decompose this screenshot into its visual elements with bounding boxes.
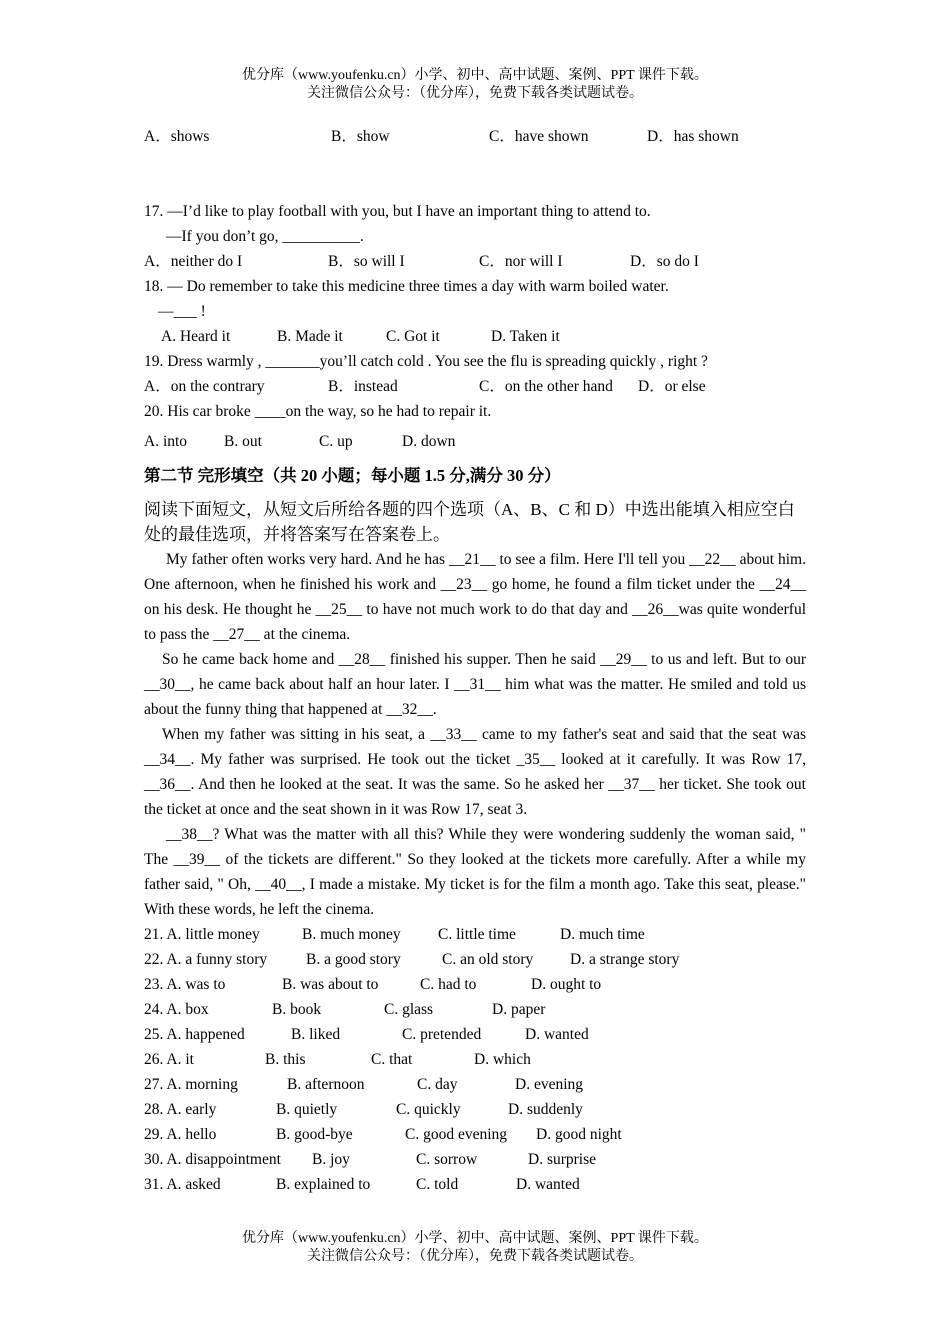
option-25-c: C. pretended (402, 1026, 482, 1043)
q17-option-c: C．nor will I (479, 253, 563, 270)
option-31-b: B. explained to (276, 1176, 371, 1193)
section-instruction: 阅读下面短文，从短文后所给各题的四个选项（A、B、C 和 D）中选出能填入相应空白处的最佳选项，并将答案写在答案卷上。 (144, 500, 795, 544)
q17-reply: —If you don’t go, __________. (166, 228, 364, 245)
header-line-1: 优分库（www.youfenku.cn）小学、初中、高中试题、案例、PPT 课件下载。 (242, 68, 708, 83)
option-row-29 (144, 1122, 806, 1147)
q16-option-c: C．have shown (489, 128, 589, 145)
option-row-24 (144, 997, 806, 1022)
option-28-d: D. suddenly (508, 1101, 583, 1118)
option-30-c: C. sorrow (416, 1151, 478, 1168)
q18-stem: 18. — Do remember to take this medicine three times a day with warm boiled water. (144, 278, 669, 295)
option-row-22 (144, 947, 806, 972)
q20-option-b: B. out (224, 433, 262, 450)
option-25-d: D. wanted (525, 1026, 589, 1043)
q19-options (144, 374, 806, 399)
option-row-26 (144, 1047, 806, 1072)
option-24-d: D. paper (492, 1001, 546, 1018)
option-24-c: C. glass (384, 1001, 434, 1018)
q20-option-a: A. into (144, 433, 188, 450)
q20-option-c: C. up (319, 433, 353, 450)
q17-option-d: D．so do I (630, 253, 699, 270)
passage-paragraph-2: So he came back home and __28__ finished his supper. Then he said __29__ to us and left. But to our __30__, he came back about half an hour later. I __31__ him what was the matter. He smiled and told us about the funny thing that happened at __32__. (144, 651, 806, 718)
q16-option-d: D．has shown (647, 128, 739, 145)
option-23-a: 23. A. was to (144, 976, 226, 993)
option-21-c: C. little time (438, 926, 516, 943)
section-title: 第二节 完形填空（共 20 小题；每小题 1.5 分,满分 30 分） (144, 466, 561, 485)
option-22-c: C. an old story (442, 951, 534, 968)
q19-option-c: C．on the other hand (479, 378, 613, 395)
q19-option-a: A．on the contrary (144, 378, 265, 395)
option-24-a: 24. A. box (144, 1001, 209, 1018)
option-31-a: 31. A. asked (144, 1176, 221, 1193)
q19-option-d: D．or else (638, 378, 706, 395)
option-29-b: B. good-bye (276, 1126, 353, 1143)
option-22-b: B. a good story (306, 951, 401, 968)
option-23-d: D. ought to (531, 976, 602, 993)
option-30-a: 30. A. disappointment (144, 1151, 281, 1168)
option-25-b: B. liked (291, 1026, 341, 1043)
option-row-31 (144, 1172, 806, 1197)
option-row-28 (144, 1097, 806, 1122)
option-row-30 (144, 1147, 806, 1172)
option-31-d: D. wanted (516, 1176, 580, 1193)
option-28-c: C. quickly (396, 1101, 461, 1118)
option-27-b: B. afternoon (287, 1076, 365, 1093)
option-27-d: D. evening (515, 1076, 584, 1093)
option-22-a: 22. A. a funny story (144, 951, 268, 968)
option-31-c: C. told (416, 1176, 459, 1193)
q19-stem: 19. Dress warmly , _______you’ll catch cold . You see the flu is spreading quickly , right ? (144, 353, 708, 370)
q16-option-a: A．shows (144, 128, 210, 145)
q18-option-c: C. Got it (386, 328, 440, 345)
q17-options (144, 249, 806, 274)
q18-option-a: A. Heard it (161, 328, 231, 345)
q20-option-d: D. down (402, 433, 456, 450)
option-29-a: 29. A. hello (144, 1126, 217, 1143)
q20-options (144, 429, 806, 454)
option-26-a: 26. A. it (144, 1051, 194, 1068)
q18-options (144, 324, 806, 349)
option-row-25 (144, 1022, 806, 1047)
passage-paragraph-3: When my father was sitting in his seat, a __33__ came to my father's seat and said that the seat was __34__. My father was surprised. He took out the ticket _35__ looked at it carefully. It was Row 17, __36__. And then he looked at the seat. It was the same. So he asked her __37__ her ticket. She took out the ticket at once and the seat shown in it was Row 17, seat 3. (144, 726, 806, 818)
option-23-b: B. was about to (282, 976, 379, 993)
q18-reply: —___ ! (158, 303, 206, 320)
option-25-a: 25. A. happened (144, 1026, 245, 1043)
q20-stem: 20. His car broke ____on the way, so he had to repair it. (144, 403, 492, 420)
q16-option-b: B．show (331, 128, 390, 145)
option-24-b: B. book (272, 1001, 322, 1018)
passage-paragraph-4: __38__? What was the matter with all this? While they were wondering suddenly the woman said, " The __39__ of the tickets are different." So they looked at the tickets more carefully. After a while my father said, " Oh, __40__, I made a mistake. My ticket is for the film a month ago. Take this seat, please." With these words, he left the cinema. (144, 826, 806, 918)
q16-options (144, 124, 806, 149)
page-footer (0, 1230, 950, 1266)
option-23-c: C. had to (420, 976, 477, 993)
option-27-a: 27. A. morning (144, 1076, 238, 1093)
page-header (0, 67, 950, 103)
option-21-b: B. much money (302, 926, 401, 943)
q18-option-b: B. Made it (277, 328, 343, 345)
q17-option-a: A．neither do I (144, 253, 243, 270)
option-27-c: C. day (417, 1076, 458, 1093)
option-30-b: B. joy (312, 1151, 350, 1168)
q17-stem: 17. —I’d like to play football with you, but I have an important thing to attend to. (144, 203, 651, 220)
option-row-27 (144, 1072, 806, 1097)
option-28-b: B. quietly (276, 1101, 338, 1118)
page-content (144, 124, 806, 1197)
option-29-c: C. good evening (405, 1126, 508, 1143)
footer-line-1: 优分库（www.youfenku.cn）小学、初中、高中试题、案例、PPT 课件下载。 (242, 1231, 708, 1246)
option-26-d: D. which (474, 1051, 531, 1068)
q18-option-d: D. Taken it (491, 328, 560, 345)
option-row-21 (144, 922, 806, 947)
option-26-c: C. that (371, 1051, 413, 1068)
q19-option-b: B．instead (328, 378, 398, 395)
option-30-d: D. surprise (528, 1151, 597, 1168)
header-line-2: 关注微信公众号：（优分库），免费下载各类试题试卷。 (307, 86, 643, 101)
footer-line-2: 关注微信公众号：（优分库），免费下载各类试题试卷。 (307, 1249, 643, 1264)
option-28-a: 28. A. early (144, 1101, 217, 1118)
option-21-a: 21. A. little money (144, 926, 260, 943)
spacer (144, 149, 806, 199)
option-29-d: D. good night (536, 1126, 622, 1143)
option-22-d: D. a strange story (570, 951, 680, 968)
q17-option-b: B．so will I (328, 253, 405, 270)
passage-paragraph-1: My father often works very hard. And he has __21__ to see a film. Here I'll tell you __22__ about him. One afternoon, when he finished his work and __23__ go home, he found a film ticket under the __24__ on his desk. He thought he __25__ to have not much work to do that day and __26__was quite wonderful to pass the __27__ at the cinema. (144, 551, 806, 643)
option-21-d: D. much time (560, 926, 645, 943)
option-26-b: B. this (265, 1051, 306, 1068)
option-row-23 (144, 972, 806, 997)
